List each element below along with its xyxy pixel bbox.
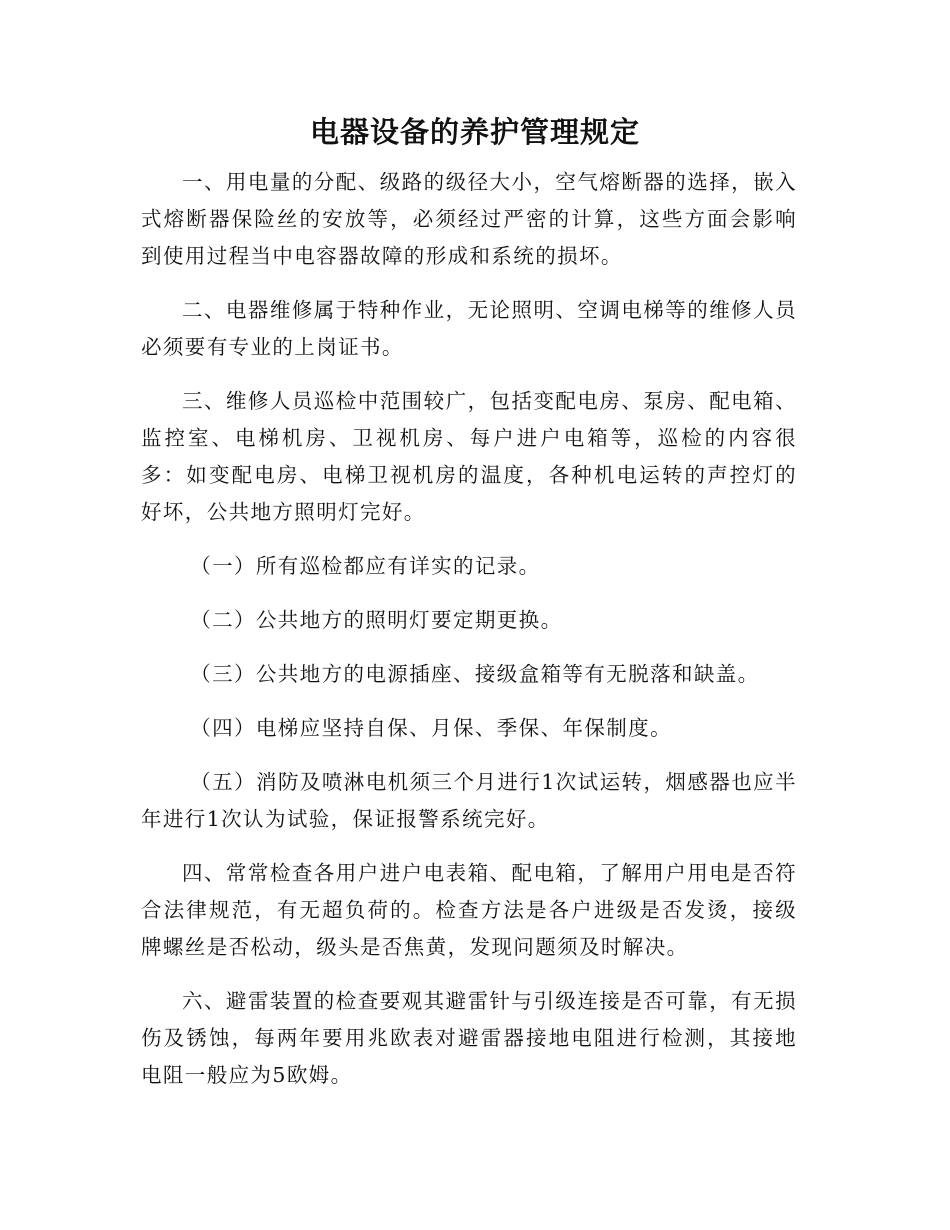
paragraph-3: 三、维修人员巡检中范围较广，包括变配电房、泵房、配电箱、监控室、电梯机房、卫视机房、每户进户电箱等，巡检的内容很多：如变配电房、电梯卫视机房的温度，各种机电运转的声控灯的好坏，公共地方照明灯完好。 — [141, 389, 797, 524]
paragraph-4: 四、常常检查各用户进户电表箱、配电箱，了解用户用电是否符合法律规范，有无超负荷的。检查方法是各户进级是否发烫，接级牌螺丝是否松动，级头是否焦黄，发现问题须及时解决。 — [141, 861, 797, 959]
paragraph-6: 六、避雷装置的检查要观其避雷针与引级连接是否可靠，有无损伤及锈蚀，每两年要用兆欧表对避雷器接地电阻进行检测，其接地电阻一般应为5欧姆。 — [141, 989, 797, 1087]
sub-item-2: （二）公共地方的照明灯要定期更换。 — [190, 608, 563, 632]
sub-item-4: （四）电梯应坚持自保、月保、季保、年保制度。 — [190, 716, 672, 740]
sub-item-5: （五）消防及喷淋电机须三个月进行1次试运转，烟感器也应半年进行1次认为试验，保证报警系统完好。 — [141, 770, 797, 831]
paragraph-2: 二、电器维修属于特种作业，无论照明、空调电梯等的维修人员必须要有专业的上岗证书。 — [141, 298, 797, 359]
document-body — [141, 164, 797, 1094]
paragraph-1: 一、用电量的分配、级路的级径大小，空气熔断器的选择，嵌入式熔断器保险丝的安放等，必须经过严密的计算，这些方面会影响到使用过程当中电容器故障的形成和系统的损坏。 — [141, 170, 797, 268]
sub-item-1: （一）所有巡检都应有详实的记录。 — [190, 554, 541, 578]
document-title: 电器设备的养护管理规定 — [309, 115, 640, 149]
sub-item-3: （三）公共地方的电源插座、接级盒箱等有无脱落和缺盖。 — [190, 662, 760, 686]
